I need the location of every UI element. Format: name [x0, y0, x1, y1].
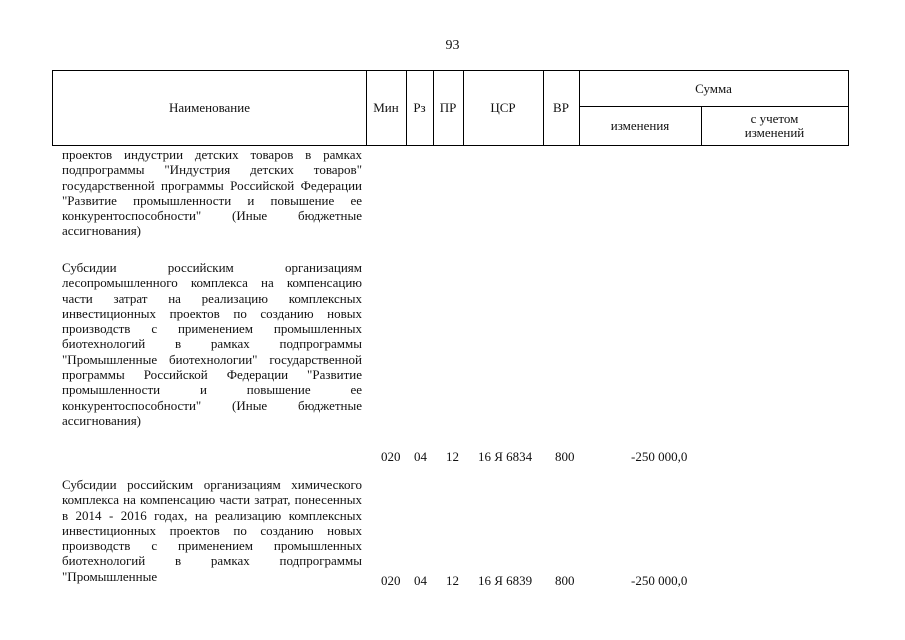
cell-vr: 800	[555, 573, 575, 588]
header-min: Мин	[373, 100, 399, 115]
cell-change: -250 000,0	[631, 573, 688, 588]
cell-csr: 16 Я 6839	[478, 573, 533, 588]
cell-csr: 16 Я 6834	[478, 449, 533, 464]
header-with-changes	[701, 106, 848, 145]
cell-pr: 12	[446, 573, 459, 588]
header-sum: Сумма	[695, 80, 732, 96]
header-vr: ВР	[553, 100, 569, 115]
cell-rz: 04	[414, 573, 427, 588]
cell-change: -250 000,0	[631, 449, 688, 464]
cell-vr: 800	[555, 449, 575, 464]
table-row	[62, 477, 362, 584]
cell-min: 020	[381, 573, 401, 588]
cell-min: 020	[381, 449, 401, 464]
header-with-changes-line1: с учетом	[750, 110, 799, 126]
table-header	[52, 70, 849, 146]
row-name: Субсидии российским организациям лесопромышленного комплекса на компенсацию части затрат на реализацию комплексных инвестиционных проектов по созданию новых производств с применением промышленных биотехнологий в рамках подпрограммы "Промышленные биотехнологии" государственной программы Российской Федерации "Развитие промышленности и повышение ее конкурентоспособности" (Иные бюджетные ассигнования)	[62, 260, 362, 428]
header-changes: изменения	[610, 117, 670, 133]
header-rz: Рз	[413, 100, 426, 115]
header-with-changes-line2: изменений	[744, 124, 805, 140]
row-name: проектов индустрии детских товаров в рамках подпрограммы "Индустрия детских товаров" государственной программы Российской Федерации "Развитие промышленности и повышение ее конкурентоспособности" (Иные бюджетные ассигнования)	[62, 147, 362, 239]
table-row	[62, 147, 362, 239]
header-csr: ЦСР	[490, 100, 516, 115]
row-name: Субсидии российским организациям химического комплекса на компенсацию части затрат, понесенных в 2014 - 2016 годах, на реализацию комплексных инвестиционных проектов по созданию новых производств с применением промышленных биотехнологий в рамках подпрограммы "Промышленные	[62, 477, 362, 584]
cell-rz: 04	[414, 449, 427, 464]
header-name: Наименование	[169, 100, 250, 115]
header-pr: ПР	[439, 100, 457, 115]
page-number: 93	[445, 38, 460, 53]
cell-pr: 12	[446, 449, 459, 464]
table-row	[62, 260, 362, 428]
